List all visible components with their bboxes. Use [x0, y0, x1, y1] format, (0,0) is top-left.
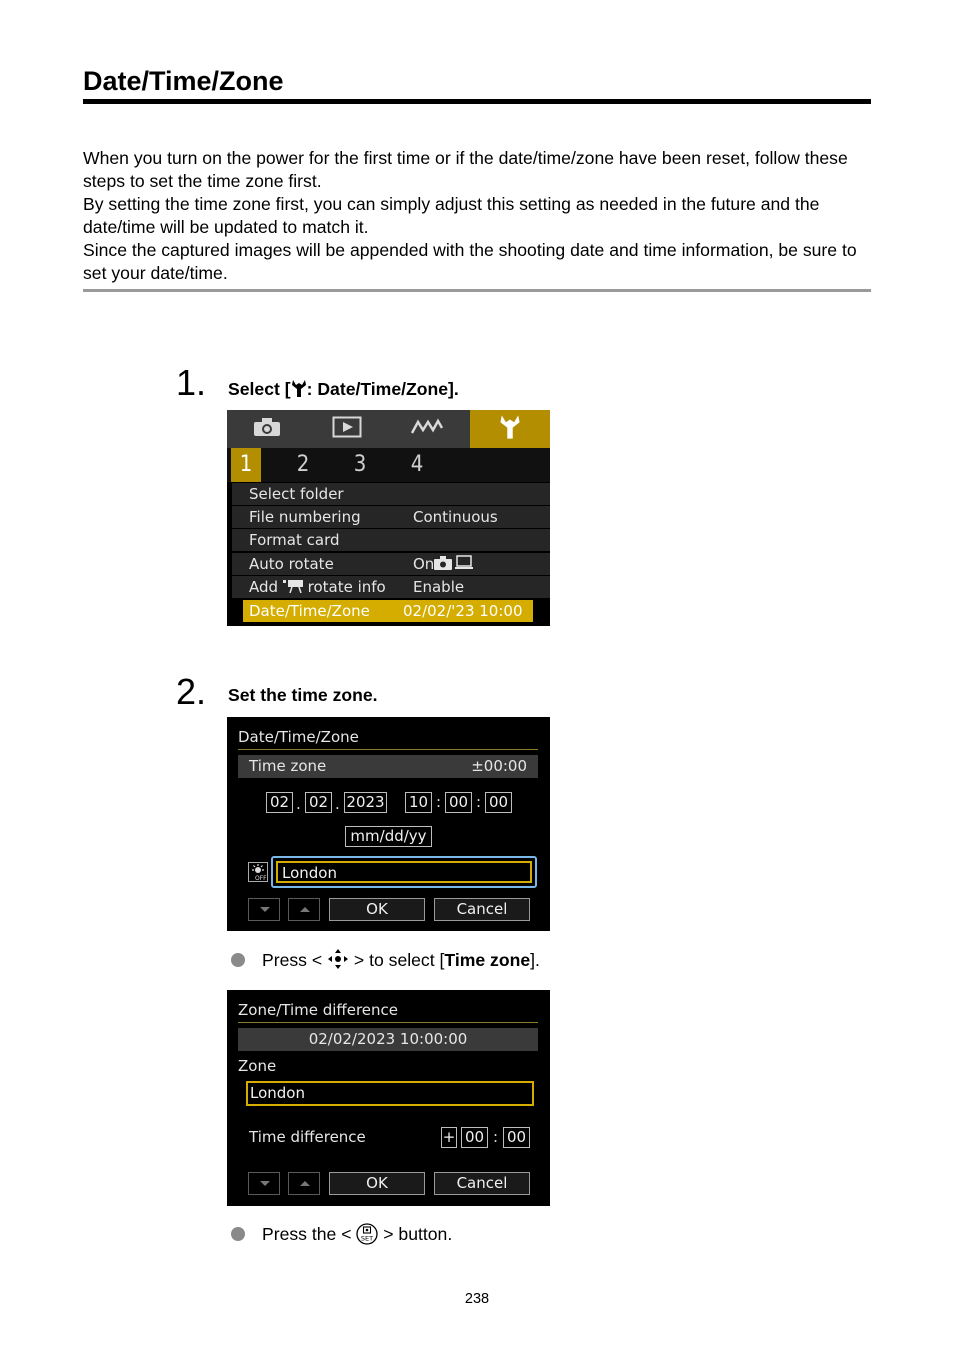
menu-item-value: 02/02/'23 10:00 — [403, 602, 523, 620]
screen-header: Zone/Time difference — [238, 1001, 399, 1019]
day-field[interactable]: 02 — [305, 792, 332, 813]
date-time-zone-screen — [227, 717, 550, 931]
camera-icon — [253, 417, 281, 441]
intro-paragraph-3: Since the captured images will be appended with the shooting date and time information, be sure to set your date/time. — [83, 240, 857, 283]
auto-rotate-value: On — [413, 555, 435, 573]
menu-item-label: Select folder — [249, 485, 344, 503]
instruction-text: > to select [ — [353, 950, 445, 970]
date-separator: . — [335, 795, 340, 813]
menu-item-value: Continuous — [413, 508, 498, 526]
scroll-up-button[interactable] — [288, 898, 320, 921]
time-difference-minutes[interactable]: 00 — [503, 1127, 530, 1148]
menu-page-4[interactable]: 4 — [410, 452, 424, 477]
title-rule — [83, 99, 871, 104]
svg-text:SET: SET — [361, 1234, 374, 1243]
screen-header: Date/Time/Zone — [238, 728, 359, 746]
svg-text:OFF: OFF — [255, 875, 267, 881]
bullet-dot — [231, 1227, 245, 1241]
time-zone-row[interactable] — [238, 755, 538, 778]
instruction-text: > button. — [383, 1224, 453, 1244]
step-1-title-suffix: : Date/Time/Zone]. — [306, 379, 459, 399]
intro-paragraph-1: When you turn on the power for the first time or if the date/time/zone have been reset, follow these steps to set the time zone first. — [83, 148, 848, 191]
menu-item-select-folder[interactable] — [232, 483, 550, 505]
menu-item-auto-rotate[interactable] — [232, 553, 550, 575]
instruction-text: ]. — [530, 950, 540, 970]
header-divider — [238, 749, 538, 750]
page-number: 238 — [464, 1291, 490, 1307]
instruction-select-time-zone — [262, 948, 540, 972]
time-difference-label: Time difference — [249, 1128, 366, 1146]
menu-page-3[interactable]: 3 — [353, 452, 367, 477]
year-field[interactable]: 2023 — [344, 792, 387, 813]
scroll-up-button[interactable] — [288, 1172, 320, 1195]
menu-item-label: File numbering — [249, 508, 361, 526]
current-datetime: 02/02/2023 10:00:00 — [238, 1028, 538, 1051]
menu-item-label: Date/Time/Zone — [249, 602, 370, 620]
date-separator: . — [296, 795, 301, 813]
menu-tab-bar — [227, 410, 550, 448]
time-separator: : — [493, 1128, 499, 1146]
step-2-title: Set the time zone. — [228, 685, 378, 705]
bullet-dot — [231, 953, 245, 967]
zone-label: Zone — [238, 1057, 277, 1075]
multi-controller-icon — [327, 950, 349, 970]
menu-page-2[interactable]: 2 — [296, 452, 310, 477]
menu-item-add-rotate-info[interactable] — [232, 576, 550, 598]
menu-item-value: Enable — [413, 578, 465, 596]
movie-icon — [283, 578, 303, 596]
menu-item-file-numbering[interactable] — [232, 506, 550, 528]
daylight-saving-icon[interactable] — [248, 862, 268, 882]
scroll-down-button[interactable] — [248, 1172, 280, 1195]
time-separator: : — [476, 793, 482, 811]
step-2-number: 2. — [176, 671, 207, 712]
computer-icon — [452, 555, 474, 573]
time-difference-sign[interactable]: + — [442, 1128, 456, 1146]
cancel-button[interactable]: Cancel — [434, 898, 530, 921]
header-divider — [238, 1022, 538, 1023]
menu-page-1[interactable]: 1 — [231, 448, 261, 482]
instruction-text: Press < — [262, 950, 323, 970]
step-1-number: 1. — [176, 362, 207, 403]
wireless-icon — [410, 418, 444, 440]
instruction-press-set — [262, 1222, 452, 1246]
menu-item-value — [413, 553, 474, 575]
cancel-button[interactable]: Cancel — [434, 1172, 530, 1195]
camera-menu-screen — [227, 410, 550, 626]
hour-field[interactable]: 10 — [405, 792, 432, 813]
tab-setup[interactable] — [470, 410, 550, 448]
zone-field[interactable]: London — [246, 1081, 534, 1106]
time-zone-label: Time zone — [249, 757, 327, 775]
zone-field-focus-ring[interactable] — [271, 856, 537, 888]
second-field[interactable]: 00 — [485, 792, 512, 813]
tab-wireless[interactable] — [387, 410, 467, 448]
ok-button[interactable]: OK — [329, 1172, 425, 1195]
menu-item-label-part-2: rotate info — [307, 578, 386, 596]
time-separator: : — [436, 793, 442, 811]
intro-text — [83, 147, 873, 285]
zone-time-difference-screen — [227, 990, 550, 1206]
wrench-icon — [499, 414, 521, 444]
scroll-down-button[interactable] — [248, 898, 280, 921]
camera-icon — [434, 555, 452, 573]
menu-item-date-time-zone[interactable] — [243, 600, 533, 622]
menu-page-numbers — [227, 448, 550, 482]
minute-field[interactable]: 00 — [445, 792, 472, 813]
set-button-icon — [356, 1224, 378, 1244]
tab-shooting[interactable] — [227, 410, 307, 448]
menu-item-label: Format card — [249, 531, 340, 549]
menu-item-label — [249, 576, 386, 598]
intro-paragraph-2: By setting the time zone first, you can simply adjust this setting as needed in the future and the date/time will be updated to match it. — [83, 194, 820, 237]
wrench-icon — [291, 379, 307, 403]
intro-rule — [83, 289, 871, 292]
playback-icon — [332, 416, 362, 442]
instruction-bold: Time zone — [444, 950, 531, 970]
tab-playback[interactable] — [307, 410, 387, 448]
zone-field: London — [276, 861, 532, 883]
time-zone-value: ±00:00 — [471, 757, 527, 775]
time-difference-hours[interactable]: 00 — [461, 1127, 488, 1148]
menu-item-format-card[interactable] — [232, 529, 550, 551]
instruction-text: Press the < — [262, 1224, 352, 1244]
step-1-title-prefix: Select [ — [228, 379, 291, 399]
menu-item-label: Auto rotate — [249, 555, 334, 573]
step-1-title — [228, 379, 459, 403]
ok-button[interactable]: OK — [329, 898, 425, 921]
month-field[interactable]: 02 — [266, 792, 293, 813]
page-title: Date/Time/Zone — [83, 66, 284, 96]
date-format-field[interactable]: mm/dd/yy — [345, 826, 432, 847]
menu-item-label-part-1: Add — [249, 578, 279, 596]
